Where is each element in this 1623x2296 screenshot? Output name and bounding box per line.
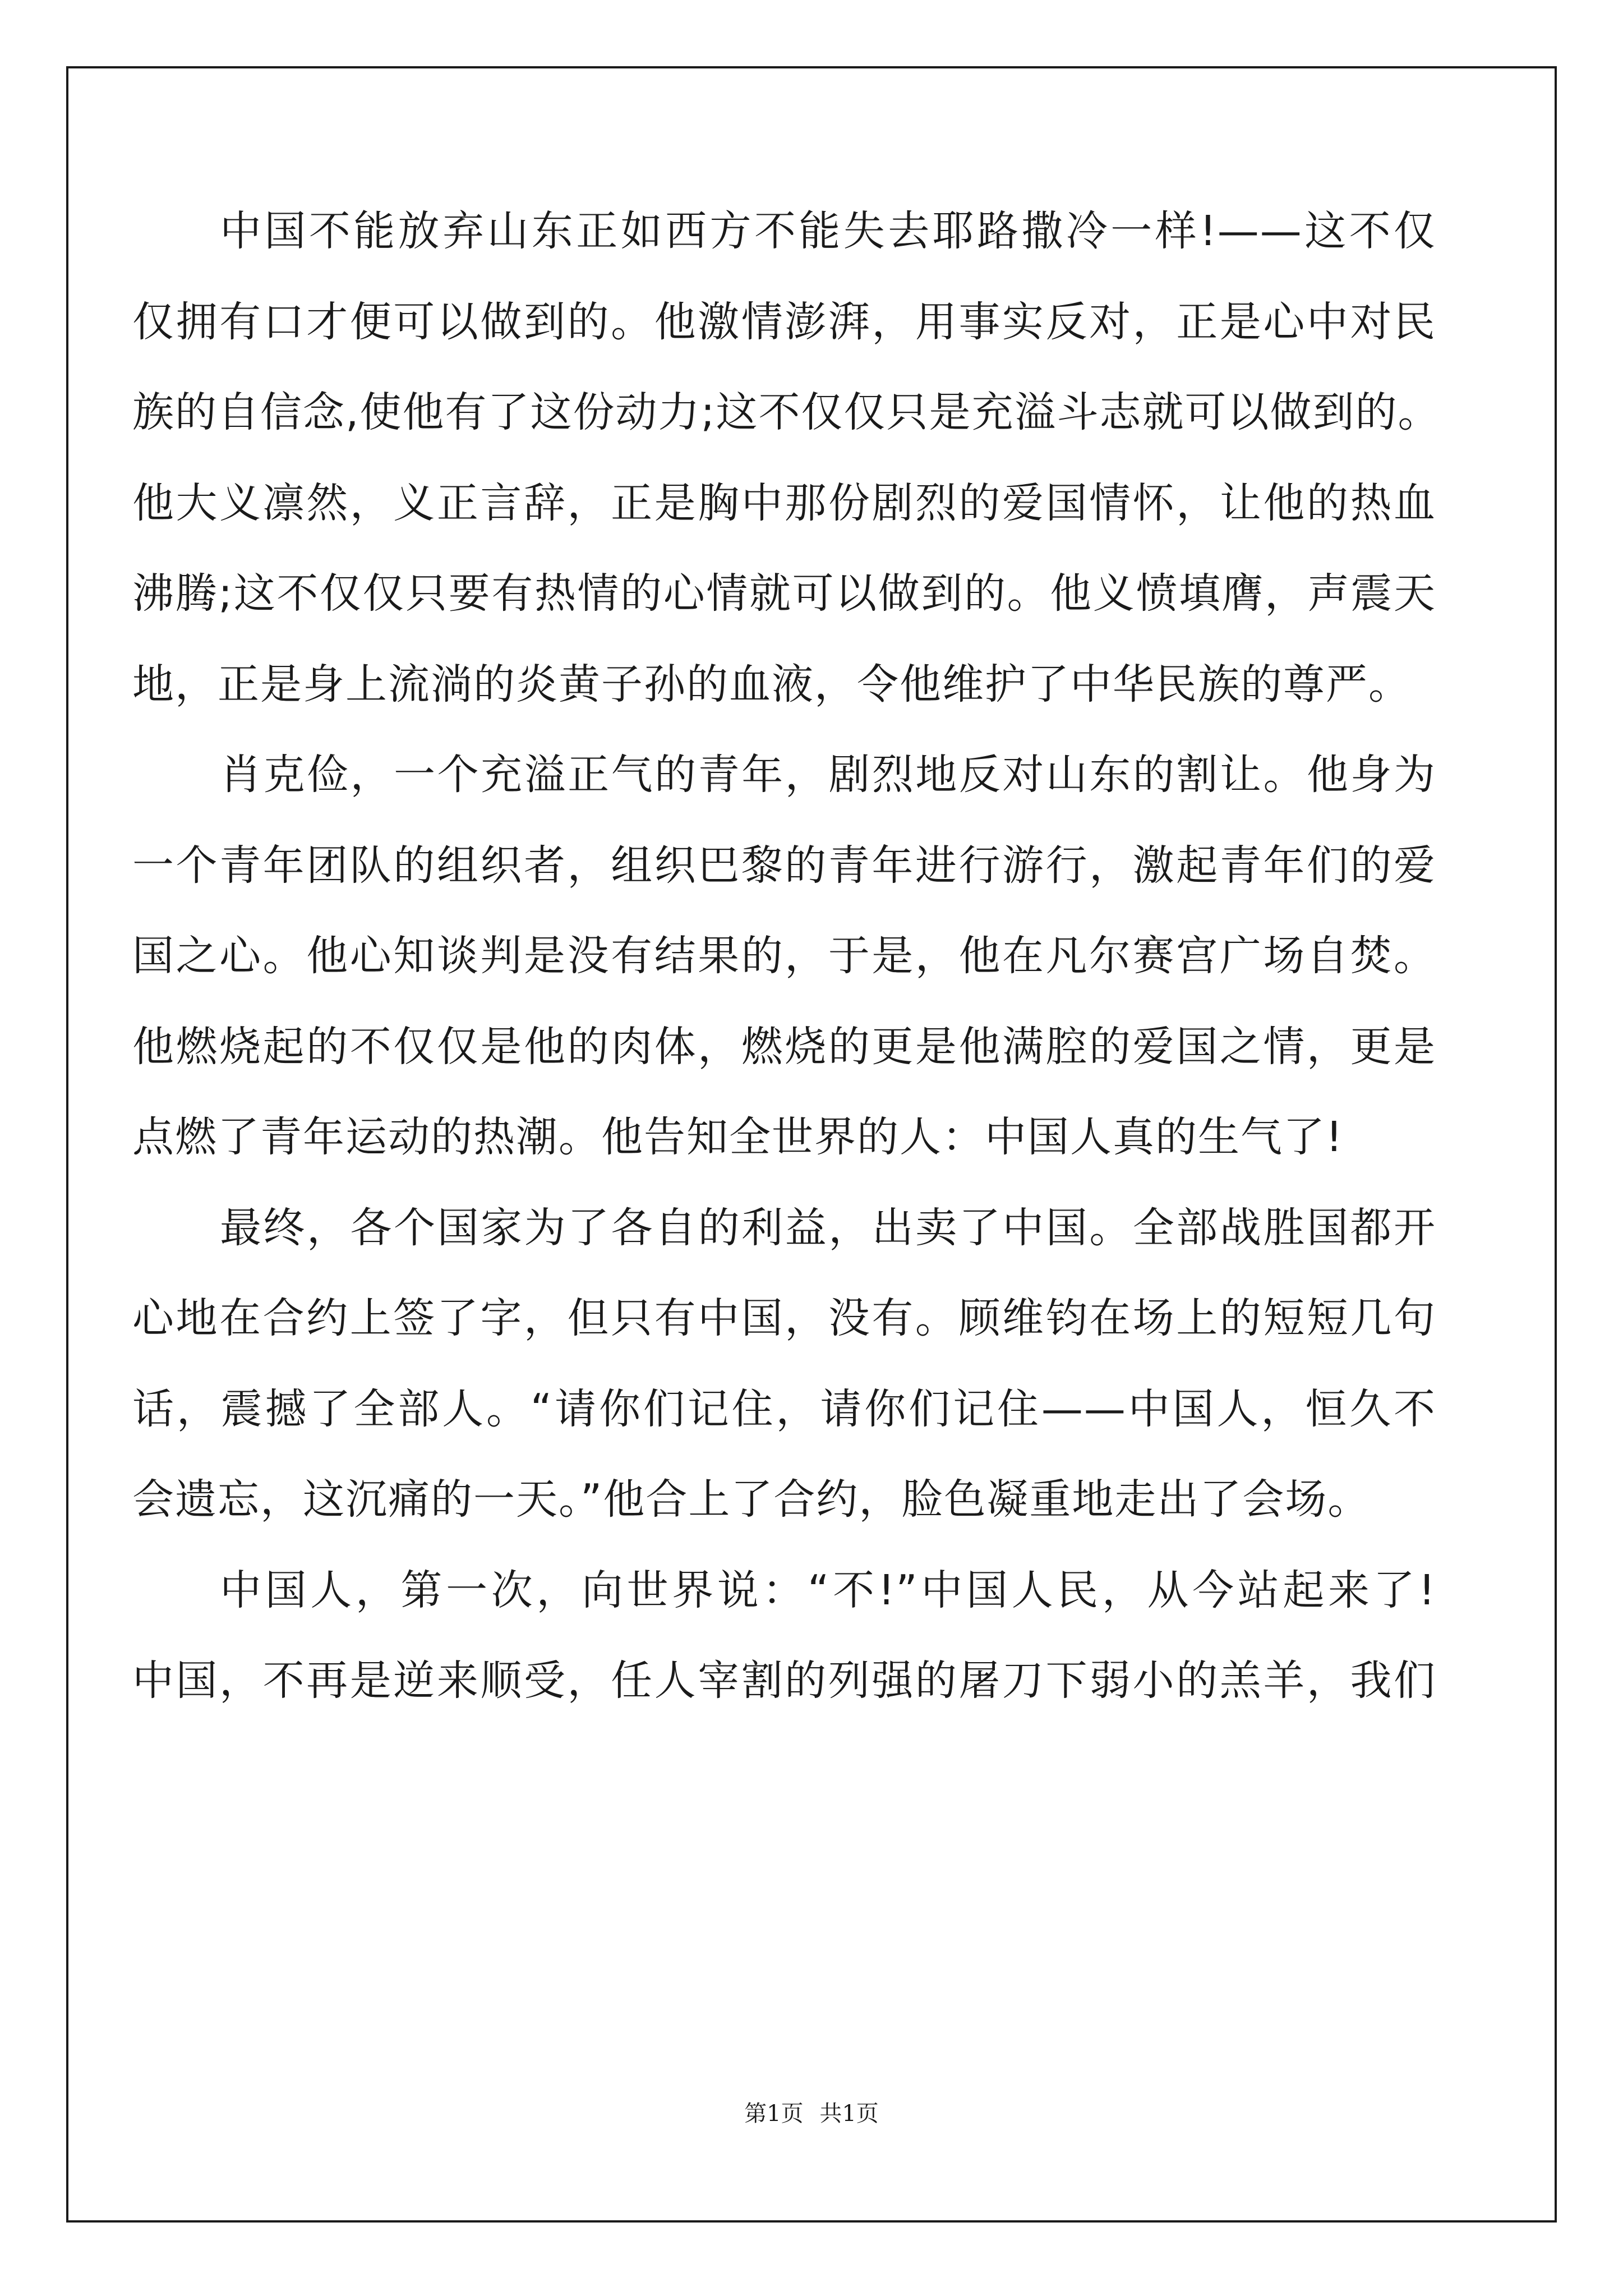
text-line-3: 族的自信念,使他有了这份动力;这不仅仅只是充溢斗志就可以做到的。 [132,388,1441,436]
text-line-1: 中国不能放弃山东正如西方不能失去耶路撒冷一样!——这不仅 [220,207,1436,255]
page-number: 第1页 [744,2101,804,2127]
text-line-5: 沸腾;这不仅仅只要有热情的心情就可以做到的。他义愤填膺，声震天 [132,569,1436,618]
text-line-14: 话，震撼了全部人。“请你们记住，请你们记住——中国人，恒久不 [132,1384,1436,1433]
text-line-6: 地，正是身上流淌的炎黄子孙的血液，令他维护了中华民族的尊严。 [132,660,1411,708]
text-line-10: 他燃烧起的不仅仅是他的肉体，燃烧的更是他满腔的爱国之情，更是 [132,1022,1436,1071]
text-line-17: 中国，不再是逆来顺受，任人宰割的列强的屠刀下弱小的羔羊，我们 [132,1657,1436,1705]
text-line-11: 点燃了青年运动的热潮。他告知全世界的人：中国人真的生气了! [132,1113,1344,1161]
text-line-16: 中国人，第一次，向世界说：“不!”中国人民，从今站起来了! [220,1566,1436,1614]
text-line-4: 他大义凛然，义正言辞，正是胸中那份剧烈的爱国情怀，让他的热血 [132,478,1436,527]
text-line-7: 肖克俭，一个充溢正气的青年，剧烈地反对山东的割让。他身为 [220,751,1436,799]
text-line-2: 仅拥有口才便可以做到的。他激情澎湃，用事实反对，正是心中对民 [132,297,1436,346]
text-line-12: 最终，各个国家为了各自的利益，出卖了中国。全部战胜国都开 [220,1203,1436,1252]
text-line-9: 国之心。他心知谈判是没有结果的，于是，他在凡尔赛宫广场自焚。 [132,932,1436,980]
page-total: 共1页 [819,2101,879,2127]
document-body [132,186,1441,1727]
text-line-8: 一个青年团队的组织者，组织巴黎的青年进行游行，激起青年们的爱 [132,841,1436,890]
page-footer [0,2096,1623,2128]
text-line-13: 心地在合约上签了字，但只有中国，没有。顾维钧在场上的短短几句 [132,1294,1436,1342]
text-line-15: 会遗忘，这沉痛的一天。”他合上了合约，脸色凝重地走出了会场。 [132,1475,1371,1524]
